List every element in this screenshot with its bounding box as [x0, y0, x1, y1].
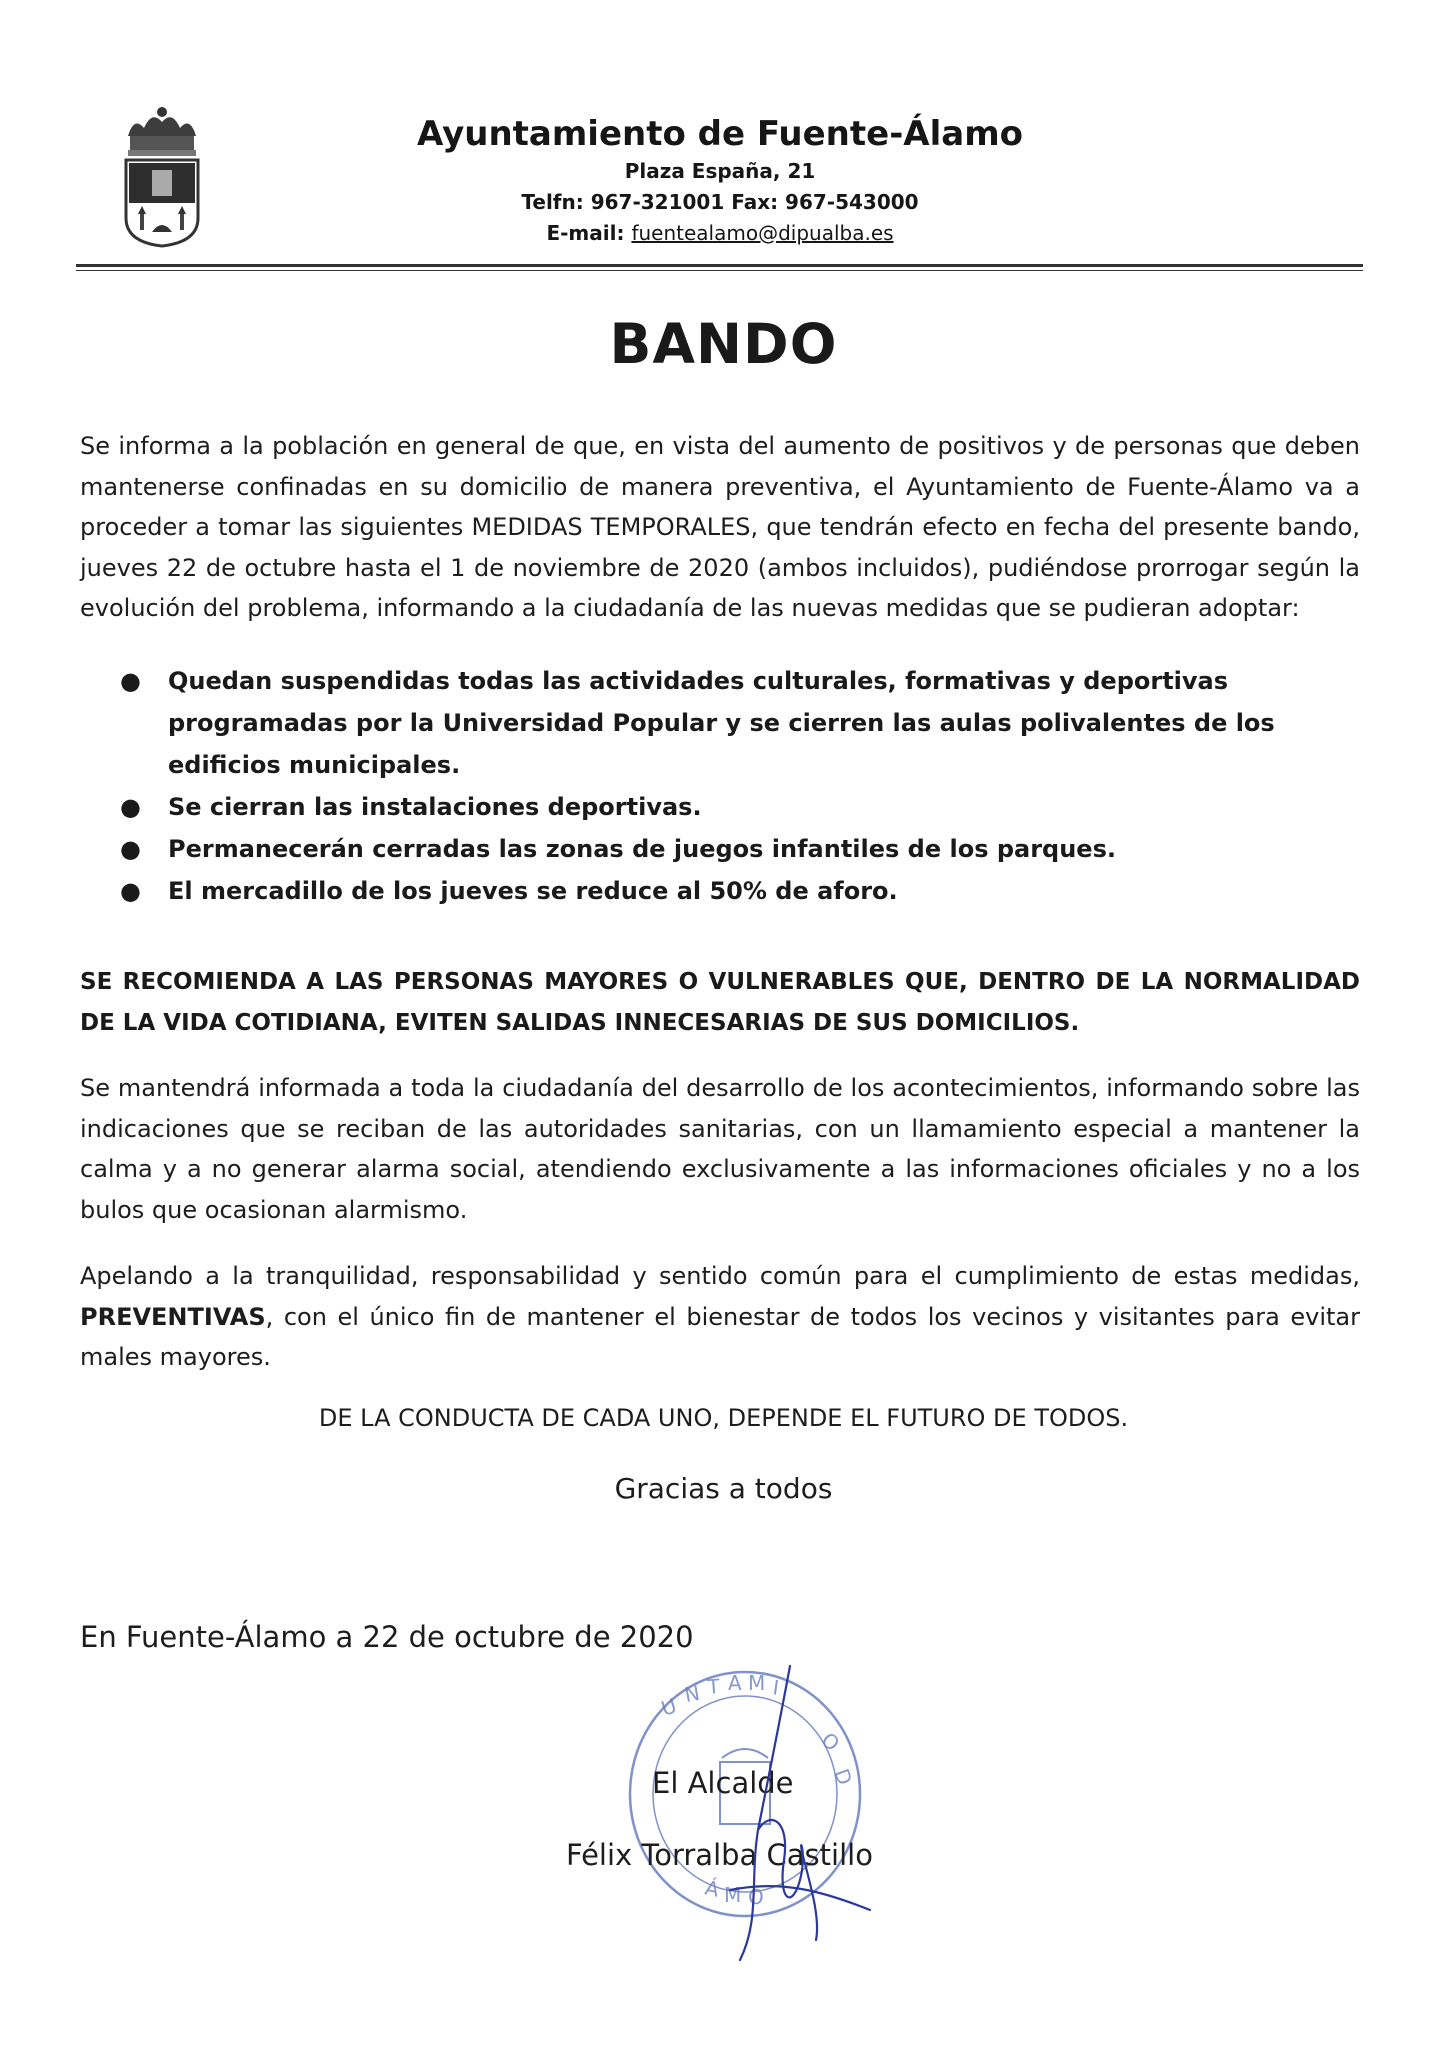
measure-text: El mercadillo de los jueves se reduce al 50% de aforo. [168, 877, 898, 905]
list-item [80, 870, 1360, 912]
svg-text:M: M [748, 1671, 766, 1695]
appeal-text-end: , con el único fin de mantener el bienestar de todos los vecinos y visitantes para evitar males mayores. [80, 1302, 1360, 1371]
svg-text:T: T [706, 1674, 721, 1699]
svg-text:O: O [816, 1727, 845, 1756]
appeal-emphasis: PREVENTIVAS [80, 1302, 266, 1331]
svg-text:A: A [728, 1671, 742, 1695]
list-item [80, 828, 1360, 870]
info-paragraph: Se mantendrá informada a toda la ciudadanía del desarrollo de los acontecimientos, informando sobre las indicaciones que se reciban de las autoridades sanitarias, con un llamamiento especial a mantener la calma y a no generar alarma social, atendiendo exclusivamente a las informaciones oficiales y no a los bulos que ocasionan alarmismo. [80, 1074, 1360, 1224]
svg-text:U: U [658, 1693, 680, 1721]
place-date: En Fuente-Álamo a 22 de octubre de 2020 [80, 1620, 694, 1654]
appeal-paragraph [80, 1256, 1360, 1378]
measures-list [80, 660, 1360, 912]
email-label: E-mail: [546, 221, 625, 245]
header-divider [76, 264, 1363, 267]
svg-text:I: I [771, 1675, 781, 1700]
handwritten-signature-icon [700, 1660, 880, 1980]
bullet-icon: ● [120, 877, 141, 905]
email-line [330, 218, 1110, 249]
intro-paragraph: Se informa a la población en general de que, en vista del aumento de positivos y de personas que deben mantenerse confinadas en su domicilio de manera preventiva, el Ayuntamiento de Fuente-Álamo va a proceder a tomar las siguientes MEDIDAS TEMPORALES, que tendrán efecto en fecha del presente bando, jueves 22 de octubre hasta el 1 de noviembre de 2020 (ambos incluidos), pudiéndose prorrogar según la evolución del problema, informando a la ciudadanía de las nuevas medidas que se pudieran adoptar: [80, 432, 1360, 622]
svg-text:M: M [724, 1883, 742, 1907]
measure-text: Se cierran las instalaciones deportivas. [168, 793, 702, 821]
motto: DE LA CONDUCTA DE CADA UNO, DEPENDE EL FUTURO DE TODOS. [318, 1404, 1129, 1432]
svg-text:N: N [682, 1680, 702, 1707]
svg-text:O: O [748, 1885, 764, 1909]
thanks-line: Gracias a todos [614, 1472, 833, 1505]
signer-title: El Alcalde [652, 1766, 794, 1800]
bullet-icon: ● [120, 793, 141, 821]
list-item [80, 786, 1360, 828]
appeal-text-start: Apelando a la tranquilidad, responsabilidad y sentido común para el cumplimiento de estas medidas, [80, 1262, 1360, 1290]
recommendation-notice: SE RECOMIENDA A LAS PERSONAS MAYORES O VULNERABLES QUE, DENTRO DE LA NORMALIDAD DE LA VIDA COTIDIANA, EVITEN SALIDAS INNECESARIAS DE SUS DOMICILIOS. [80, 969, 1360, 1036]
measure-text: Permanecerán cerradas las zonas de juegos infantiles de los parques. [168, 835, 1116, 863]
measure-text: Quedan suspendidas todas las actividades culturales, formativas y deportivas programadas por la Universidad Popular y se cierren las aulas polivalentes de los edificios municipales. [168, 667, 1275, 779]
municipal-coat-of-arms-icon [122, 106, 202, 248]
bullet-icon: ● [120, 667, 141, 695]
document-title: BANDO [609, 312, 838, 376]
email-link[interactable]: fuentealamo@dipualba.es [631, 221, 894, 245]
list-item [80, 660, 1360, 786]
address: Plaza España, 21 [624, 159, 816, 183]
bullet-icon: ● [120, 835, 141, 863]
phone-fax: Telfn: 967-321001 Fax: 967-543000 [521, 190, 919, 214]
svg-text:D: D [829, 1765, 858, 1789]
organization-name: Ayuntamiento de Fuente-Álamo [416, 114, 1024, 154]
signer-name: Félix Torralba Castillo [566, 1838, 873, 1872]
letterhead [330, 112, 1110, 249]
header-divider-thin [76, 270, 1363, 271]
svg-text:Á: Á [702, 1875, 722, 1902]
